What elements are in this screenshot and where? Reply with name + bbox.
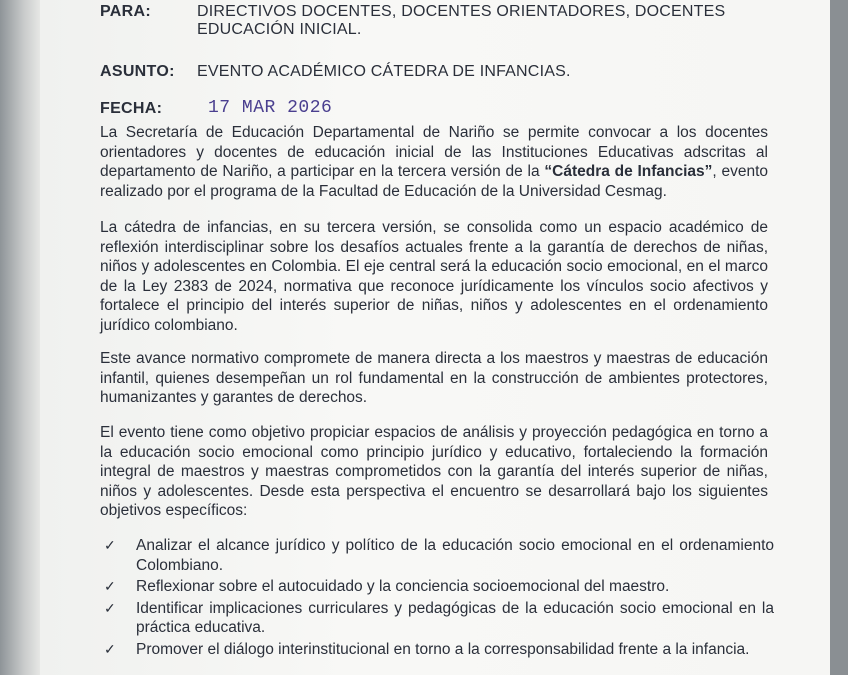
catedra-title: “Cátedra de Infancias” xyxy=(544,163,713,181)
list-item xyxy=(104,599,774,638)
list-item xyxy=(104,536,774,575)
paragraph-objetivo: El evento tiene como objetivo propiciar espacios de análisis y proyección pedagógica en torno a la educación socio emocional como principio jurídico y educativo, fortaleciendo la formación integral de maestros y maestras comprometidos con la garantía del interés superior de niñas, niños y adolescentes. Desde esta perspectiva el encuentro se desarrollará bajo los siguientes objetivos específicos: xyxy=(100,424,768,520)
objective-text: Promover el diálogo interinstitucional en torno a la corresponsabilidad frente a la infancia. xyxy=(136,640,750,658)
objective-text: Identificar implicaciones curriculares y pedagógicas de la educación socio emocional en la práctica educativa. xyxy=(136,599,774,636)
paragraph-intro xyxy=(100,123,768,201)
para-label: PARA: xyxy=(100,3,151,20)
check-icon: ✓ xyxy=(104,578,116,594)
check-icon: ✓ xyxy=(104,537,116,553)
check-icon: ✓ xyxy=(104,640,116,657)
paragraph-intro-b: , evento realizado por el programa de la Facultad de Educación de la Universidad Cesmag. xyxy=(100,163,768,200)
para-value xyxy=(197,3,797,39)
paragraph-intro-a: La Secretaría de Educación Departamental de Nariño se permite convocar a los docentes orientadores y docentes de educación inicial de las Instituciones Educativas adscritas al departamento de Nariño, a participar en la tercera versión de la xyxy=(100,124,768,181)
para-value-line1: DIRECTIVOS DOCENTES, DOCENTES ORIENTADORES, DOCENTES xyxy=(197,3,726,20)
objective-text: Analizar el alcance jurídico y político de la educación socio emocional en el ordenamiento Colombiano. xyxy=(136,537,774,574)
para-value-line2: EDUCACIÓN INICIAL. xyxy=(197,21,362,38)
objectives-list xyxy=(104,536,774,661)
list-item xyxy=(104,640,774,660)
paragraph-normativa: Este avance normativo compromete de manera directa a los maestros y maestras de educación infantil, quienes desempeñan un rol fundamental en la construcción de ambientes protectores, humanizantes y garantes de derechos. xyxy=(100,350,768,407)
page-edge-shadow xyxy=(0,0,40,675)
asunto-label: ASUNTO: xyxy=(100,63,175,80)
paragraph-catedra: La cátedra de infancias, en su tercera versión, se consolida como un espacio académico de reflexión interdisciplinar sobre los desafíos actuales frente a la garantía de derechos de niñas, niños y adolescentes en Colombia. El eje central será la educación socio emocional, en el marco de la Ley 2383 de 2024, normativa que reconoce jurídicamente los vínculos socio afectivos y fortalece el principio del interés superior de niñas, niños y adolescentes en el ordenamiento jurídico colombiano. xyxy=(100,219,768,334)
asunto-value: EVENTO ACADÉMICO CÁTEDRA DE INFANCIAS. xyxy=(197,63,571,80)
fecha-label: FECHA: xyxy=(100,100,163,117)
check-icon: ✓ xyxy=(104,599,116,616)
document-page xyxy=(40,0,830,675)
date-stamp: 17 MAR 2026 xyxy=(208,98,333,118)
objective-text: Reflexionar sobre el autocuidado y la conciencia socioemocional del maestro. xyxy=(136,578,670,595)
list-item xyxy=(104,577,774,597)
